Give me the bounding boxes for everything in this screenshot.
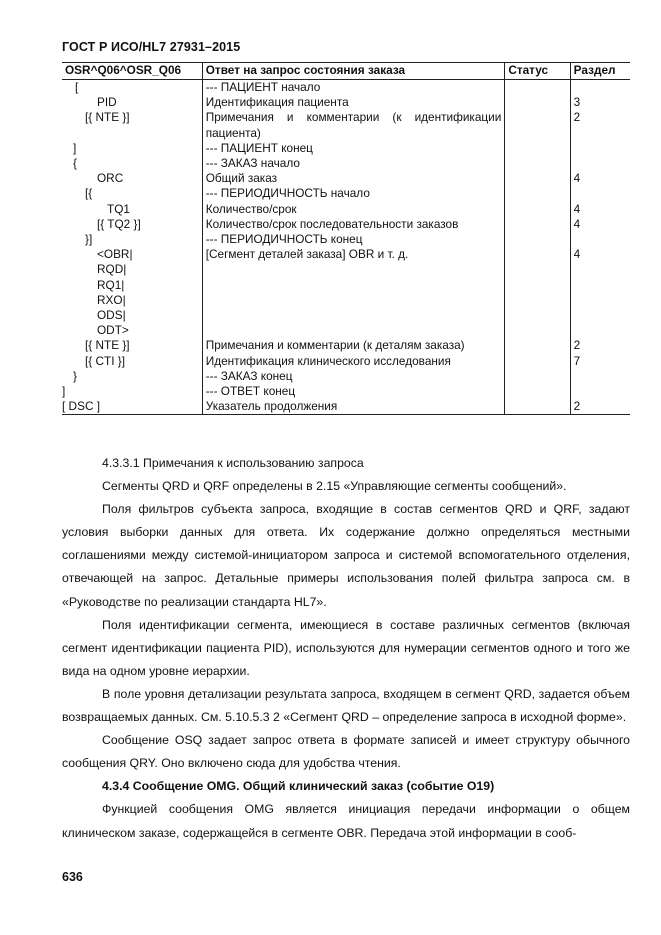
paragraph: Функцией сообщения OMG является инициация передачи информации о общем клиническом заказе, содержащейся в сегменте OBR. Передача этой информации в сооб- — [62, 802, 630, 840]
segment-cell: [{ — [85, 186, 93, 201]
segment-cell: [ DSC ] — [62, 399, 202, 415]
section-cell: 4 — [570, 247, 630, 262]
segment-cell: RQD| — [97, 262, 127, 277]
table-row — [62, 171, 630, 186]
section-cell: 4 — [570, 171, 630, 186]
description-cell: --- ПАЦИЕНТ конец — [202, 141, 505, 156]
status-cell — [505, 247, 570, 262]
table-row — [62, 110, 630, 140]
paragraph: Сегменты QRD и QRF определены в 2.15 «Управляющие сегменты сообщений». — [102, 479, 567, 494]
table-row — [62, 247, 630, 262]
section-cell — [570, 232, 630, 247]
status-cell — [505, 232, 570, 247]
table-row — [62, 323, 630, 338]
table-row — [62, 308, 630, 323]
segment-cell: [ — [75, 80, 79, 94]
description-cell — [202, 323, 505, 338]
table-header-row — [62, 63, 630, 80]
segment-cell: RQ1| — [97, 277, 125, 292]
section-cell — [570, 262, 630, 277]
section-cell: 2 — [570, 338, 630, 353]
description-cell: Идентификация клинического исследования — [202, 354, 505, 369]
table-row — [62, 186, 630, 201]
table-row — [62, 262, 630, 277]
table-row — [62, 217, 630, 232]
section-cell — [570, 278, 630, 293]
section-heading: 4.3.4 Сообщение OMG. Общий клинический заказ (событие O19) — [102, 779, 495, 794]
section-cell: 4 — [570, 217, 630, 232]
section-cell: 2 — [570, 110, 630, 140]
description-cell: --- ПАЦИЕНТ начало — [202, 80, 505, 96]
description-cell: --- ЗАКАЗ конец — [202, 369, 505, 384]
section-cell: 4 — [570, 202, 630, 217]
table-row — [62, 278, 630, 293]
table-row — [62, 95, 630, 110]
section-cell — [570, 308, 630, 323]
paragraph: В поле уровня детализации результата запроса, входящем в сегмент QRD, задается объем возвращаемых данных. См. 5.10.5.3 2 «Сегмент QRD – определение запроса в исходной форме». — [62, 686, 630, 725]
description-cell: Общий заказ — [202, 171, 505, 186]
section-cell — [570, 384, 630, 399]
paragraph: Поля идентификации сегмента, имеющиеся в составе различных сегментов (включая сегмент идентификации пациента PID), используются для нумерации сегментов одного и того же вида на одном уровне иерархии. — [62, 617, 630, 678]
table-row — [62, 141, 630, 156]
status-cell — [505, 399, 570, 415]
description-cell: --- ПЕРИОДИЧНОСТЬ начало — [202, 186, 505, 201]
description-cell: Примечания и комментарии (к деталям заказа) — [202, 338, 505, 353]
description-cell: --- ОТВЕТ конец — [202, 384, 505, 399]
section-cell — [570, 156, 630, 171]
table-row — [62, 232, 630, 247]
description-cell: Указатель продолжения — [202, 399, 505, 415]
status-cell — [505, 262, 570, 277]
table-row — [62, 338, 630, 353]
section-cell — [570, 80, 630, 96]
status-cell — [505, 202, 570, 217]
status-cell — [505, 323, 570, 338]
status-cell — [505, 293, 570, 308]
section-cell — [570, 323, 630, 338]
status-cell — [505, 156, 570, 171]
segment-cell: <OBR| — [97, 247, 133, 262]
section-cell — [570, 141, 630, 156]
segment-cell: }] — [85, 232, 93, 247]
status-cell — [505, 80, 570, 96]
segment-cell: ] — [73, 140, 77, 155]
segment-cell: ORC — [97, 171, 124, 186]
segment-cell: [{ CTI }] — [85, 353, 125, 368]
segment-cell: ODS| — [97, 308, 126, 323]
table-row — [62, 384, 630, 399]
description-cell: --- ПЕРИОДИЧНОСТЬ конец — [202, 232, 505, 247]
segment-cell: PID — [97, 95, 117, 110]
status-cell — [505, 354, 570, 369]
table-row — [62, 202, 630, 217]
segment-cell: ODT> — [97, 323, 129, 338]
paragraph: Сообщение OSQ задает запрос ответа в формате записей и имеет структуру обычного сообщения QRY. Оно включено сюда для удобства чтения. — [62, 733, 630, 771]
paragraph: Поля фильтров субъекта запроса, входящие в состав сегментов QRD и QRF, задают условия выборки данных для ответа. Их содержание должно определяться местными соглашениями между системой-инициатором запроса и системой вспомогательного отделения, отвечающей на запрос. Детальные примеры использования полей фильтра запроса см. в «Руководстве по реализации стандарта HL7». — [62, 502, 630, 609]
segment-cell: [{ TQ2 }] — [97, 216, 141, 231]
segment-cell: TQ1 — [107, 201, 130, 216]
section-cell — [570, 369, 630, 384]
message-structure-table — [62, 62, 630, 415]
column-header-segment: OSR^Q06^OSR_Q06 — [62, 63, 202, 80]
status-cell — [505, 338, 570, 353]
status-cell — [505, 186, 570, 201]
description-cell: Количество/срок — [202, 202, 505, 217]
status-cell — [505, 217, 570, 232]
section-cell — [570, 186, 630, 201]
description-cell — [202, 308, 505, 323]
segment-cell: } — [73, 368, 77, 383]
table-row — [62, 156, 630, 171]
description-cell: Количество/срок последовательности заказов — [202, 217, 505, 232]
subsection-heading-paragraph: 4.3.3.1 Примечания к использованию запроса — [102, 456, 364, 470]
status-cell — [505, 384, 570, 399]
segment-cell: [{ NTE }] — [85, 338, 130, 353]
segment-cell: [{ NTE }] — [85, 110, 130, 125]
status-cell — [505, 278, 570, 293]
segment-cell: { — [73, 156, 77, 171]
standard-header: ГОСТ Р ИСО/HL7 27931–2015 — [62, 40, 241, 54]
status-cell — [505, 369, 570, 384]
section-cell: 2 — [570, 399, 630, 415]
status-cell — [505, 95, 570, 110]
table-row — [62, 399, 630, 415]
description-cell: Идентификация пациента — [202, 95, 505, 110]
description-cell: Примечания и комментарии (к идентификации пациента) — [202, 110, 505, 140]
description-cell — [202, 262, 505, 277]
section-cell: 3 — [570, 95, 630, 110]
status-cell — [505, 171, 570, 186]
description-cell — [202, 293, 505, 308]
page-number: 636 — [62, 870, 83, 884]
table-row — [62, 293, 630, 308]
table-row — [62, 354, 630, 369]
table-row — [62, 369, 630, 384]
segment-cell: RXO| — [97, 292, 126, 307]
status-cell — [505, 308, 570, 323]
column-header-description: Ответ на запрос состояния заказа — [202, 63, 505, 80]
description-cell: [Сегмент деталей заказа] OBR и т. д. — [202, 247, 505, 262]
column-header-status: Статус — [505, 63, 570, 80]
description-cell: --- ЗАКАЗ начало — [202, 156, 505, 171]
status-cell — [505, 110, 570, 140]
column-header-section: Раздел — [570, 63, 630, 80]
status-cell — [505, 141, 570, 156]
segment-cell: ] — [62, 384, 66, 399]
description-cell — [202, 278, 505, 293]
section-cell: 7 — [570, 354, 630, 369]
body-text — [62, 452, 630, 845]
table-row — [62, 80, 630, 96]
section-cell — [570, 293, 630, 308]
